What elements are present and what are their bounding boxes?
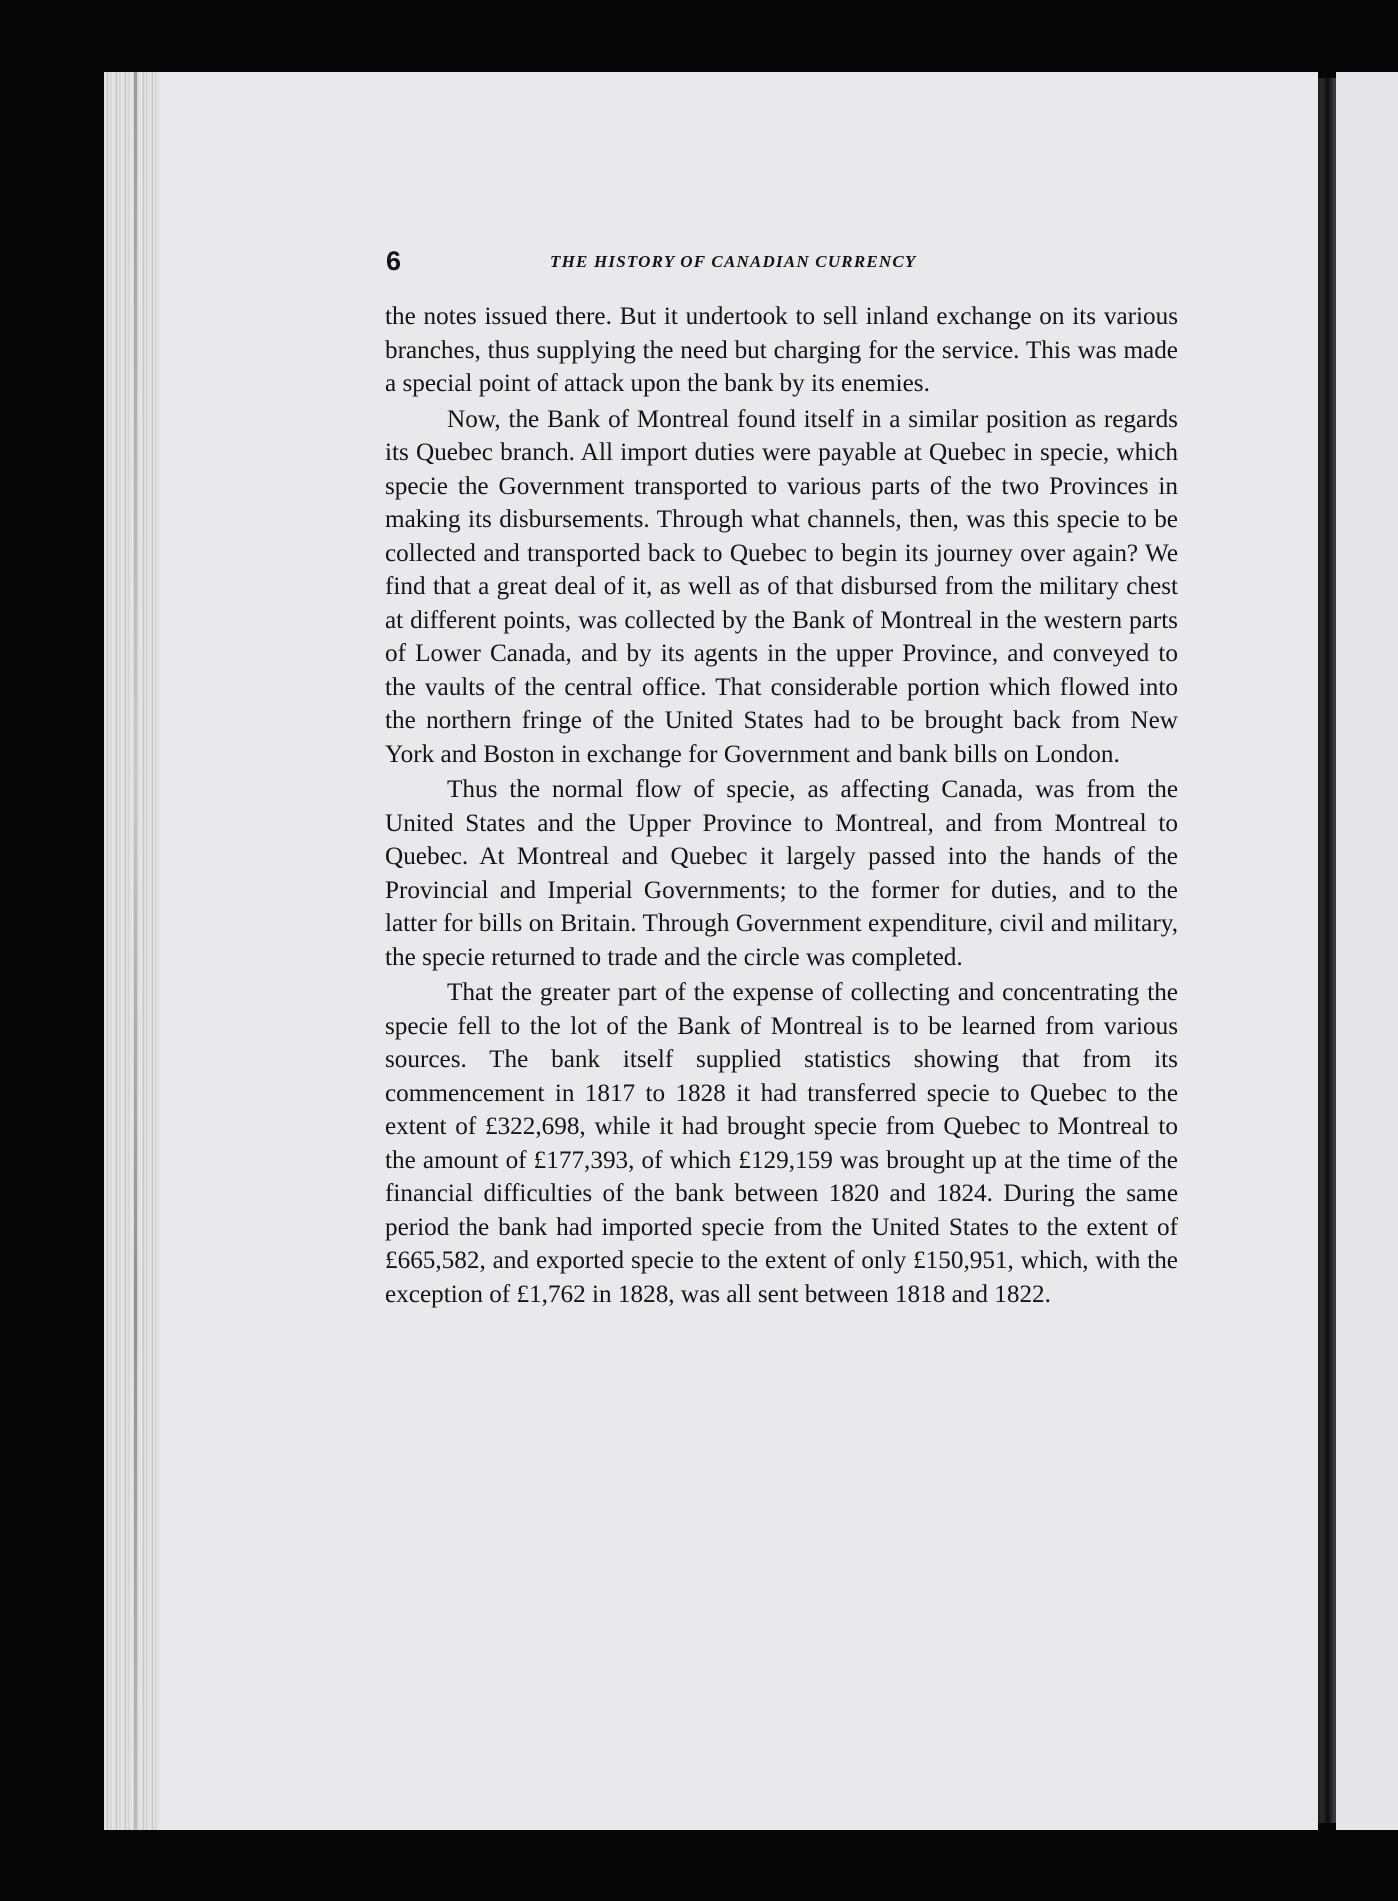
paragraph: Thus the normal flow of specie, as affecting Canada, was from the United States and the Upper Province to Montreal, and from Montreal to Quebec. At Montreal and Quebec it largely passed into the hands of the Provincial and Imperial Governments; to the former for duties, and to the latter for bills on Britain. Through Government expenditure, civil and military, the specie returned to trade and the circle was completed.: [385, 776, 1178, 971]
running-head: [386, 246, 1178, 276]
binding-gutter: [1318, 78, 1336, 1823]
paragraph: That the greater part of the expense of collecting and concentrating the specie fell to the lot of the Bank of Montreal is to be learned from various sources. The bank itself supplied statistics showing that from its commencement in 1817 to 1828 it had transferred specie to Quebec to the extent of £322,698, while it had brought specie from Quebec to Montreal to the amount of £177,393, of which £129,159 was brought up at the time of the financial difficulties of the bank between 1820 and 1824. During the same period the bank had imported specie from the United States to the extent of £665,582, and exported specie to the extent of only £150,951, which, with the exception of £1,762 in 1828, was all sent between 1818 and 1822.: [385, 979, 1178, 1308]
paragraph-continued: the notes issued there. But it undertook to sell inland exchange on its various branches, thus supplying the need but charging for the service. This was made a special point of attack upon the bank by its enemies.: [385, 303, 1178, 397]
stacked-page-edges: [104, 72, 166, 1830]
paragraph: Now, the Bank of Montreal found itself in a similar position as regards its Quebec branch. All import duties were payable at Quebec in specie, which specie the Government transported to various parts of the two Provinces in making its disbursements. Through what channels, then, was this specie to be collected and transported back to Quebec to begin its journey over again? We find that a great deal of it, as well as of that disbursed from the military chest at different points, was collected by the Bank of Montreal in the western parts of Lower Canada, and by its agents in the upper Province, and conveyed to the vaults of the central office. That considerable portion which flowed into the northern fringe of the United States had to be brought back from New York and Boston in exchange for Government and bank bills on London.: [385, 405, 1178, 768]
page-number: 6: [386, 246, 402, 276]
running-title: THE HISTORY OF CANADIAN CURRENCY: [550, 252, 917, 271]
facing-page-edge: [1336, 72, 1398, 1830]
body-text: [385, 300, 1178, 1313]
